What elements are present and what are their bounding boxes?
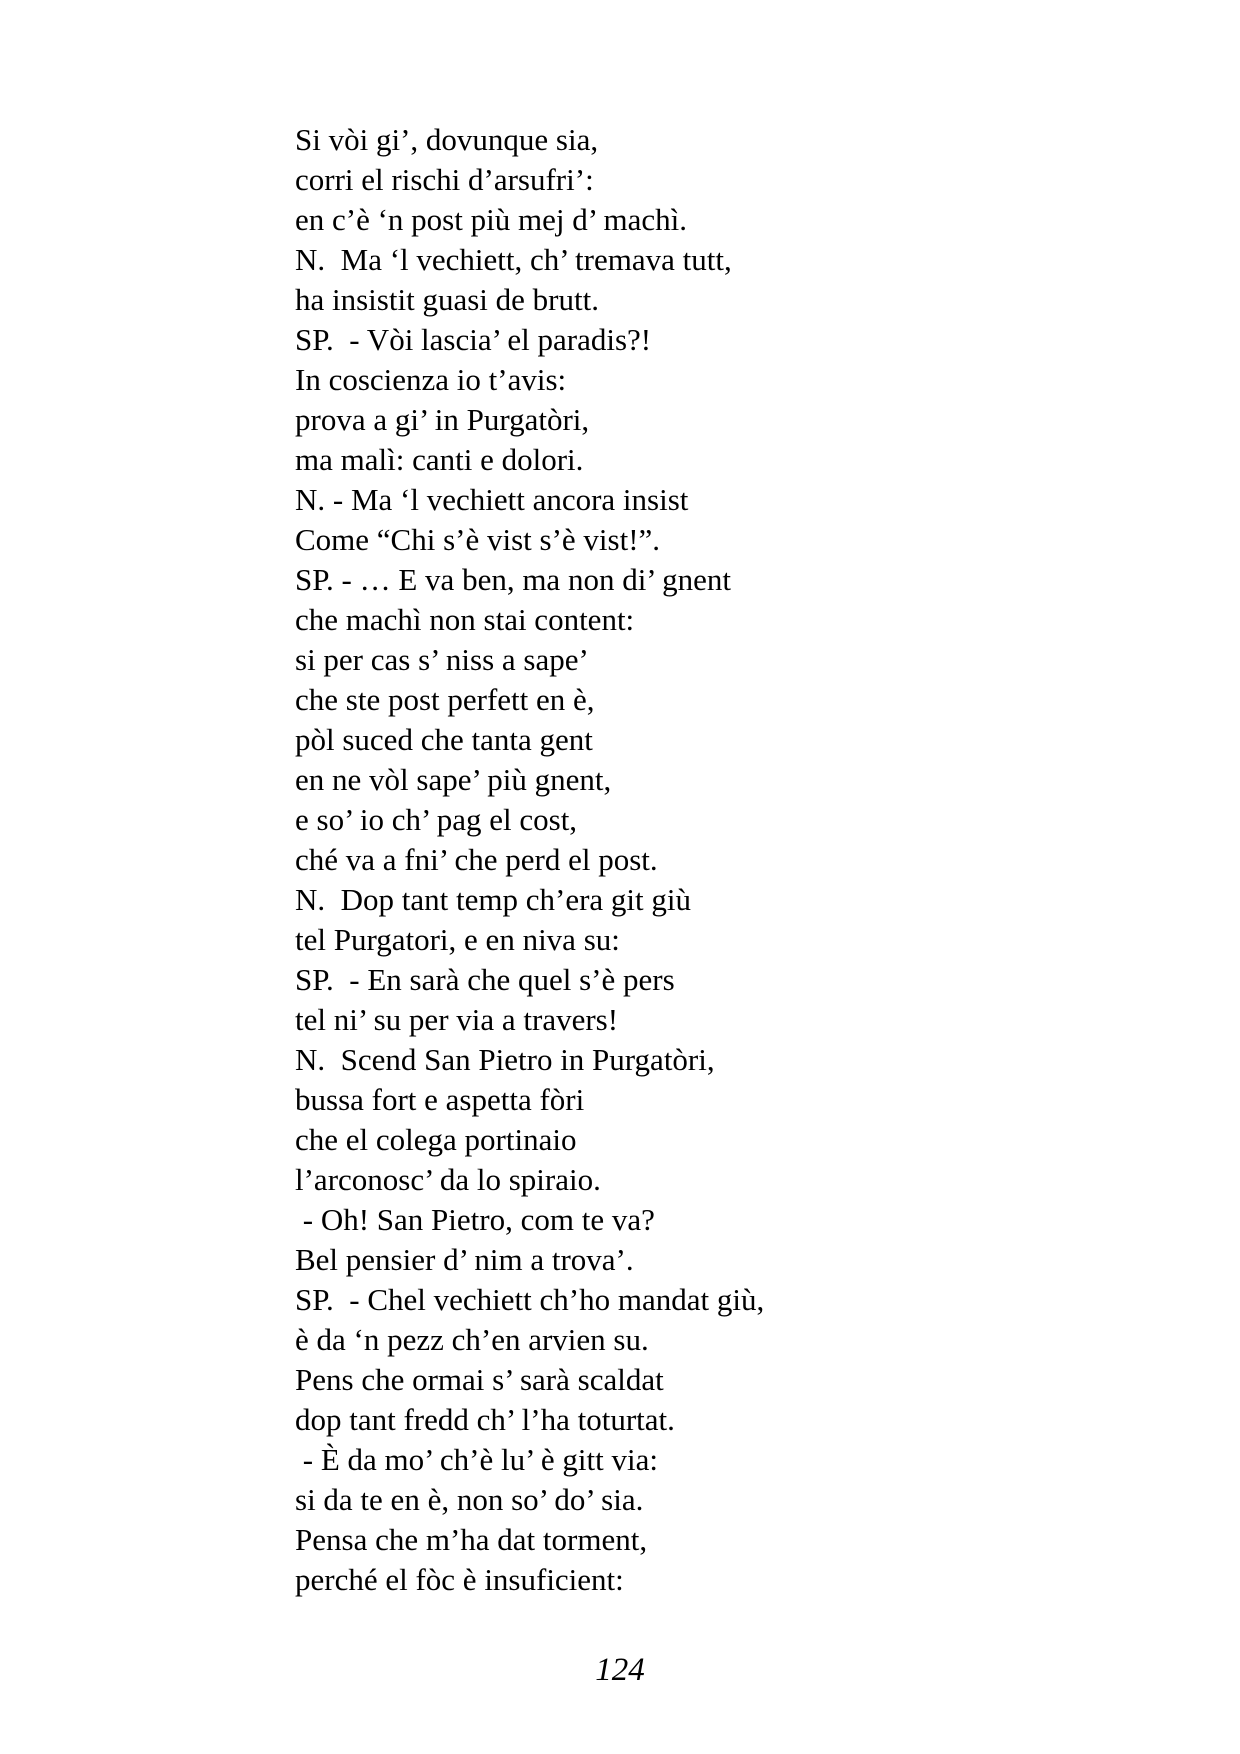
- poem-line: N. Ma ‘l vechiett, ch’ tremava tutt,: [295, 242, 732, 277]
- poem-line: Pensa che m’ha dat torment,: [295, 1522, 648, 1557]
- poem-line: prova a gi’ in Purgatòri,: [295, 402, 590, 437]
- poem-line: Come “Chi s’è vist s’è vist!”.: [295, 522, 661, 557]
- poem-text: [295, 120, 1195, 1600]
- poem-line: che el colega portinaio: [295, 1122, 577, 1157]
- poem-line: SP. - Vòi lascia’ el paradis?!: [295, 322, 652, 357]
- poem-line: N. Dop tant temp ch’era git giù: [295, 882, 692, 917]
- poem-line: l’arconosc’ da lo spiraio.: [295, 1162, 601, 1197]
- poem-line: si per cas s’ niss a sape’: [295, 642, 589, 677]
- poem-line: ma malì: canti e dolori.: [295, 442, 584, 477]
- poem-line: SP. - En sarà che quel s’è pers: [295, 962, 675, 997]
- poem-line: che machì non stai content:: [295, 602, 635, 637]
- poem-line: corri el rischi d’arsufri’:: [295, 162, 594, 197]
- poem-line: en ne vòl sape’ più gnent,: [295, 762, 612, 797]
- poem-line: tel Purgatori, e en niva su:: [295, 922, 620, 957]
- poem-line: che ste post perfett en è,: [295, 682, 595, 717]
- poem-line: bussa fort e aspetta fòri: [295, 1082, 585, 1117]
- poem-line: en c’è ‘n post più mej d’ machì.: [295, 202, 687, 237]
- poem-line: tel ni’ su per via a travers!: [295, 1002, 619, 1037]
- page-number: 124: [595, 1652, 645, 1688]
- poem-line: ché va a fni’ che perd el post.: [295, 842, 658, 877]
- poem-line: e so’ io ch’ pag el cost,: [295, 802, 578, 837]
- poem-line: - È da mo’ ch’è lu’ è gitt via:: [295, 1442, 658, 1477]
- poem-line: In coscienza io t’avis:: [295, 362, 567, 397]
- poem-line: SP. - … E va ben, ma non di’ gnent: [295, 562, 731, 597]
- poem-line: SP. - Chel vechiett ch’ho mandat giù,: [295, 1282, 765, 1317]
- poem-line: ha insistit guasi de brutt.: [295, 282, 599, 317]
- poem-line: Bel pensier d’ nim a trova’.: [295, 1242, 634, 1277]
- poem-line: pòl suced che tanta gent: [295, 722, 593, 757]
- poem-line: N. - Ma ‘l vechiett ancora insist: [295, 482, 689, 517]
- poem-line: si da te en è, non so’ do’ sia.: [295, 1482, 644, 1517]
- poem-line: dop tant fredd ch’ l’ha toturtat.: [295, 1402, 675, 1437]
- poem-line: Pens che ormai s’ sarà scaldat: [295, 1362, 664, 1397]
- poem-line: Si vòi gi’, dovunque sia,: [295, 122, 599, 157]
- poem-line: è da ‘n pezz ch’en arvien su.: [295, 1322, 649, 1357]
- poem-line: perché el fòc è insuficient:: [295, 1562, 624, 1597]
- poem-line: N. Scend San Pietro in Purgatòri,: [295, 1042, 715, 1077]
- poem-line: - Oh! San Pietro, com te va?: [295, 1202, 655, 1237]
